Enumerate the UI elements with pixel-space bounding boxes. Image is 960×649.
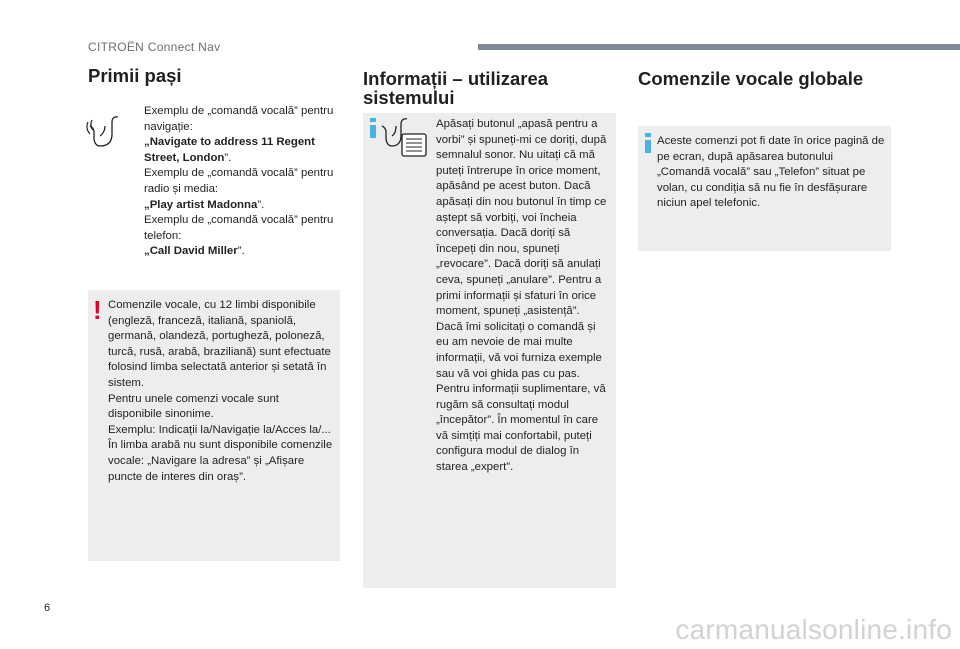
- warning-paragraph: În limba arabă nu sunt disponibile comenzile vocale: „Navigare la adresa” și „Afișare puncte de interes din oraș”.: [108, 439, 333, 483]
- header-title: CITROËN Connect Nav: [88, 40, 221, 54]
- voice-examples: [144, 104, 334, 260]
- warning-icon: !: [93, 295, 102, 325]
- example-nav-intro: Exemplu de „comandă vocală” pentru navigație:: [144, 105, 334, 133]
- example-media-command: „Play artist Madonna”.: [144, 198, 265, 211]
- info-icon: [645, 133, 651, 153]
- page-number: 6: [44, 602, 51, 614]
- watermark: carmanualsonline.info: [675, 614, 952, 645]
- warning-paragraph: Pentru unele comenzi vocale sunt disponibile sinonime.: [108, 392, 279, 421]
- col1-heading: Primii pași: [88, 65, 182, 86]
- header-bar: [478, 44, 960, 50]
- col2-heading: Informații – utilizarea sistemului: [363, 68, 549, 108]
- warning-paragraph: Exemplu: Indicații la/Navigație la/Acces la/...: [108, 423, 331, 436]
- system-usage-text: Apăsați butonul „apasă pentru a vorbi” și spuneți-mi ce doriți, după semnalul sonor. Nu uitați că mă puteți întrerupe în orice moment, apăsând pe acest buton. Dacă apăsați din nou butonul în timp ce aștept să vorbiți, voi încheia conversația. Dacă doriți să începeți din nou, spuneți „revocare”. Dacă doriți să anulați ceva, spuneți „anulare”. Pentru a primi informații și sfaturi în orice moment, spuneți „asistență”. Dacă îmi solicitați o comandă și eu am nevoie de mai multe informații, vă voi furniza exemple sau vă voi ghida pas cu pas. Pentru informații suplimentare, vă rugăm să consultați modul „începător”. În momentul în care vă simțiți mai confortabil, puteți configura modul de dialog în starea „expert”.: [436, 118, 607, 474]
- example-media-intro: Exemplu de „comandă vocală” pentru radio și media:: [144, 167, 334, 195]
- push-to-talk-button-icon: [380, 114, 430, 164]
- example-phone-command: „Call David Miller”.: [144, 245, 245, 258]
- info-icon: [370, 118, 376, 138]
- col3-heading: Comenzile vocale globale: [638, 68, 864, 89]
- voice-command-icon: [86, 112, 126, 148]
- example-nav-command: „Navigate to address 11 Regent Street, London”.: [144, 136, 315, 164]
- global-commands-text: Aceste comenzi pot fi date în orice pagină de pe ecran, după apăsarea butonului „Comandă vocală” sau „Telefon” situat pe volan, cu condiția să nu fie în desfășurare niciun apel telefonic.: [657, 135, 885, 210]
- warning-paragraph: Comenzile vocale, cu 12 limbi disponibile (engleză, franceză, italiană, spaniolă, germană, olandeză, portugheză, poloneză, turcă, rusă, arabă, braziliană) sunt efectuate folosind limba selectată anterior și setată în sistem.: [108, 299, 331, 389]
- warning-text: [108, 298, 334, 485]
- example-phone-intro: Exemplu de „comandă vocală” pentru telefon:: [144, 214, 334, 242]
